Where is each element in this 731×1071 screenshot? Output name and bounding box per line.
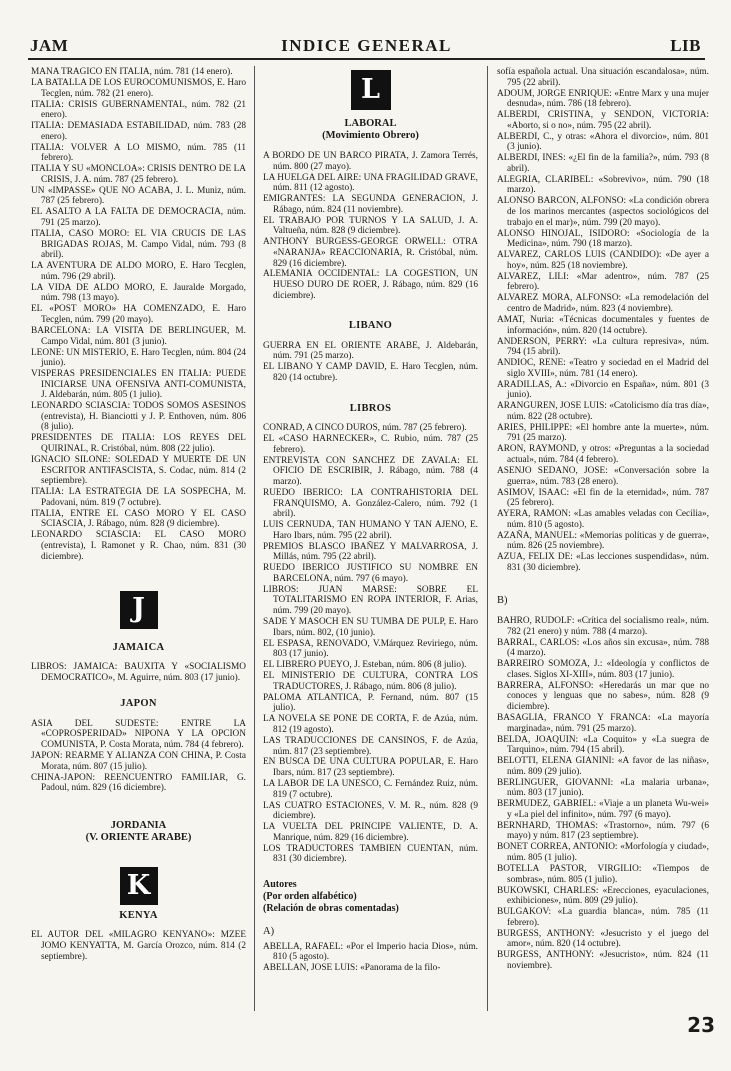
index-entry: ITALIA: CRISIS GUBERNAMENTAL, núm. 782 (21 enero). bbox=[31, 99, 246, 121]
letter-k-badge: K bbox=[120, 867, 158, 905]
index-entry: ITALIA: VOLVER A LO MISMO, núm. 785 (11 febrero). bbox=[31, 142, 246, 164]
index-entry: PALOMA ATLANTICA, P. Fernand, núm. 807 (15 julio). bbox=[263, 692, 478, 714]
index-entry: ALBERDI, CRISTINA, y SENDON, VICTORIA: «Aborto, si o no», núm. 795 (22 abril). bbox=[497, 110, 709, 131]
entry-list bbox=[31, 662, 246, 683]
index-entry: LEONE: UN MISTERIO, E. Haro Tecglen, núm. 804 (24 junio). bbox=[31, 347, 246, 369]
section-title-libano: LIBANO bbox=[348, 320, 393, 332]
letter-l-badge: L bbox=[351, 70, 391, 110]
index-entry: BELDA, JOAQUIN: «La Coquito» y «La suegra de Tarquino», núm. 794 (15 abril). bbox=[497, 734, 709, 756]
index-entry: LOS TRADUCTORES TAMBIEN CUENTAN, núm. 831 (30 diciembre). bbox=[263, 843, 478, 865]
index-entry: ANTHONY BURGESS-GEORGE ORWELL: OTRA «NARANJA» REACCIONARIA, R. Cristóbal, núm. 829 (16 diciembre). bbox=[263, 237, 478, 269]
index-entry: ALBERDI, INES: «¿El fin de la familia?», núm. 793 (8 abril). bbox=[497, 153, 709, 174]
entry-list bbox=[263, 151, 478, 301]
index-entry: EL LIBANO Y CAMP DAVID, E. Haro Tecglen, núm. 820 (14 octubre). bbox=[263, 362, 478, 384]
index-entry: LA HUELGA DEL AIRE: UNA FRAGILIDAD GRAVE, núm. 811 (12 agosto). bbox=[263, 172, 478, 194]
index-entry: RUEDO IBERICO: LA CONTRAHISTORIA DEL FRANQUISMO, A. González-Calero, núm. 792 (1 abril). bbox=[263, 487, 478, 520]
column-3 bbox=[497, 67, 709, 972]
index-entry: GUERRA EN EL ORIENTE ARABE, J. Aldebarán, núm. 791 (25 marzo). bbox=[263, 340, 478, 362]
index-entry: LIBROS: JAMAICA: BAUXITA Y «SOCIALISMO DEMOCRATICO», M. Aguirre, núm. 803 (17 junio). bbox=[31, 662, 246, 683]
section-title-japon: JAPON bbox=[120, 698, 157, 710]
entry-list bbox=[263, 942, 478, 974]
index-entry: ARIES, PHILIPPE: «El hombre ante la muerte», núm. 791 (25 marzo). bbox=[497, 422, 709, 444]
index-entry: ITALIA: LA ESTRATEGIA DE LA SOSPECHA, M. Padovani, núm. 819 (7 octubre). bbox=[31, 487, 246, 508]
index-entry: ADOUM, JORGE ENRIQUE: «Entre Marx y una mujer desnuda», núm. 786 (18 febrero). bbox=[497, 88, 709, 110]
index-entry: BONET CORREA, ANTONIO: «Morfología y ciudad», núm. 805 (1 julio). bbox=[497, 842, 709, 864]
index-entry: BERLINGUER, GIOVANNI: «La malaria urbana», núm. 803 (17 junio). bbox=[497, 777, 709, 799]
index-entry: ALVAREZ, CARLOS LUIS (CANDIDO): «De ayer a hoy», núm. 825 (18 noviembre). bbox=[497, 250, 709, 271]
index-entry: EL AUTOR DEL «MILAGRO KENYANO»: MZEE JOMO KENYATTA, M. García Orozco, núm. 814 (2 septiembre). bbox=[31, 930, 246, 962]
index-entry: LEONARDO SCIASCIA: EL CASO MORO (entrevista), I. Ramonet y R. Chao, núm. 831 (30 diciembre). bbox=[31, 530, 246, 562]
entry-list bbox=[31, 67, 246, 562]
index-entry: ARANGUREN, JOSE LUIS: «Catolicismo día tras día», núm. 822 (28 octubre). bbox=[497, 401, 709, 422]
index-entry: ALEGRIA, CLARIBEL: «Sobrevivo», núm. 790 (18 marzo). bbox=[497, 174, 709, 196]
index-entry: ALEMANIA OCCIDENTAL: LA COGESTION, UN HUESO DURO DE ROER, J. Rábago, núm. 829 (16 diciembre). bbox=[263, 269, 478, 301]
entry-list bbox=[31, 930, 246, 962]
index-entry: BERNHARD, THOMAS: «Trastorno», núm. 797 (6 mayo) y núm. 817 (23 septiembre). bbox=[497, 820, 709, 842]
section-title-jordania bbox=[31, 820, 246, 844]
index-entry: VISPERAS PRESIDENCIALES EN ITALIA: PUEDE INICIARSE UNA OFENSIVA ANTI-COMUNISTA, J. Aldebarán, núm. 805 (1 julio). bbox=[31, 369, 246, 401]
index-entry: EL ESPASA, RENOVADO, V.Márquez Reviriego, núm. 803 (17 junio). bbox=[263, 638, 478, 660]
index-entry: ENTREVISTA CON SANCHEZ DE ZAVALA: EL OFICIO DE ESCRIBIR, J. Rábago, núm. 788 (4 marzo). bbox=[263, 455, 478, 487]
index-entry: BURGESS, ANTHONY: «Jesucristo», núm. 824 (11 noviembre). bbox=[497, 950, 709, 971]
index-entry: LEONARDO SCIASCIA: TODOS SOMOS ASESINOS (entrevista), H. Bianciotti y J. P. Enthoven, núm. 806 (8 julio). bbox=[31, 401, 246, 433]
section-title-libros: LIBROS bbox=[349, 402, 392, 414]
index-entry: ANDIOC, RENE: «Teatro y sociedad en el Madrid del siglo XVIII», núm. 781 (14 enero). bbox=[497, 358, 709, 379]
index-entry: AYERA, RAMON: «Las amables veladas con Cecilia», núm. 810 (5 agosto). bbox=[497, 509, 709, 530]
subsection-a-label: A) bbox=[263, 925, 275, 937]
laboral-subtitle: (Movimiento Obrero) bbox=[322, 130, 419, 141]
index-entry: EL LIBRERO PUEYO, J. Esteban, núm. 806 (8 julio). bbox=[263, 660, 467, 671]
index-entry: ABELLA, RAFAEL: «Por el Imperio hacia Dios», núm. 810 (5 agosto). bbox=[263, 941, 478, 963]
index-entry: PRESIDENTES DE ITALIA: LOS REYES DEL QUIRINAL, R. Cristóbal, núm. 808 (22 julio). bbox=[31, 433, 246, 455]
index-entry: IGNACIO SILONE: SOLEDAD Y MUERTE DE UN ESCRITOR ANTIFASCISTA, S. Codac, núm. 814 (2 septiembre). bbox=[31, 455, 246, 487]
autores-heading bbox=[263, 879, 478, 915]
entry-list bbox=[263, 341, 478, 384]
index-entry: LA LABOR DE LA UNESCO, C. Fernández Ruiz, núm. 819 (7 octubre). bbox=[263, 779, 478, 800]
jordania-see-also: (V. ORIENTE ARABE) bbox=[85, 831, 192, 843]
index-entry: EN BUSCA DE UNA CULTURA POPULAR, E. Haro Ibars, núm. 817 (23 septiembre). bbox=[263, 757, 478, 779]
index-entry: LAS CUATRO ESTACIONES, V. M. R., núm. 828 (9 diciembre). bbox=[263, 800, 478, 822]
index-entry: AZUA, FELIX DE: «Las lecciones suspendidas», núm. 831 (30 diciembre). bbox=[497, 552, 709, 573]
index-entry: ARON, RAYMOND, y otros: «Preguntas a la sociedad actual», núm. 784 (4 febrero). bbox=[497, 444, 709, 466]
index-entry: AZAÑA, MANUEL: «Memorias políticas y de guerra», núm. 826 (25 noviembre). bbox=[497, 530, 709, 552]
autores-title: Autores bbox=[263, 878, 297, 890]
jordania-title: JORDANIA bbox=[110, 819, 167, 831]
index-entry: ITALIA Y SU «MONCLOA»: CRISIS DENTRO DE LA CRISIS, J. A. núm. 787 (25 febrero). bbox=[31, 164, 246, 185]
index-entry: SADE Y MASOCH EN SU TUMBA DE PULP, E. Haro Ibars, núm. 802, (10 junio). bbox=[263, 617, 478, 638]
entry-list bbox=[497, 616, 709, 971]
laboral-title: LABORAL bbox=[344, 118, 397, 129]
index-entry: ASIMOV, ISAAC: «El fin de la eternidad», núm. 787 (25 febrero). bbox=[497, 487, 709, 509]
index-entry: LA NOVELA SE PONE DE CORTA, F. de Azúa, núm. 812 (19 agosto). bbox=[263, 714, 478, 735]
index-entry: ITALIA, ENTRE EL CASO MORO Y EL CASO SCIASCIA, J. Rábago, núm. 828 (9 diciembre). bbox=[31, 508, 246, 530]
index-entry: LAS TRADUCCIONES DE CANSINOS, F. de Azúa, núm. 817 (23 septiembre). bbox=[263, 735, 478, 757]
index-entry: ITALIA, CASO MORO: EL VIA CRUCIS DE LAS BRIGADAS ROJAS, M. Campo Vidal, núm. 793 (8 abril). bbox=[31, 229, 246, 261]
index-entry: BERMUDEZ, GABRIEL: «Viaje a un planeta Wu-wei» y «La piel del infinito», núm. 797 (6 mayo). bbox=[497, 799, 709, 820]
index-entry: BURGESS, ANTHONY: «Jesucristo y el juego del amor», núm. 820 (14 octubre). bbox=[497, 928, 709, 950]
index-entry: AMAT, Nuria: «Técnicas documentales y fuentes de información», núm. 820 (14 octubre). bbox=[497, 314, 709, 336]
entry-list bbox=[263, 423, 478, 865]
index-entry: BOTELLA PASTOR, VIRGILIO: «Tiempos de sombras», núm. 805 (1 julio). bbox=[497, 864, 709, 885]
index-entry: BASAGLIA, FRANCO Y FRANCA: «La mayoría marginada», núm. 791 (25 marzo). bbox=[497, 713, 709, 734]
index-entry: BUKOWSKI, CHARLES: «Erecciones, eyaculaciones, exhibiciones», núm. 809 (29 julio). bbox=[497, 885, 709, 907]
index-entry: ABELLAN, JOSE LUIS: «Panorama de la filo- bbox=[263, 963, 441, 974]
index-entry: LIBROS: JUAN MARSE: SOBRE EL TOTALITARISMO EN ROPA INTERIOR, F. Arias, núm. 799 (20 mayo). bbox=[263, 584, 478, 617]
index-entry: MANA TRAGICO EN ITALIA, núm. 781 (14 enero). bbox=[31, 67, 233, 77]
index-entry: BARRERA, ALFONSO: «Heredarás un mar que no conoces y lenguas que no sabes», núm. 828 (9 diciembre). bbox=[497, 680, 709, 713]
index-entry: BARRAL, CARLOS: «Los años sin excusa», núm. 788 (4 marzo). bbox=[497, 637, 709, 659]
index-entry: ALBERDI, C., y otras: «Ahora el divorcio», núm. 801 (3 junio). bbox=[497, 131, 709, 153]
subsection-b-label: B) bbox=[497, 594, 508, 606]
column-1 bbox=[31, 67, 246, 963]
header-title: INDICE GENERAL bbox=[281, 36, 452, 55]
index-entry: ARADILLAS, A.: «Divorcio en España», núm. 801 (3 junio). bbox=[497, 379, 709, 401]
index-entry: BAHRO, RUDOLF: «Crítica del socialismo real», núm. 782 (21 enero) y núm. 788 (4 marzo). bbox=[497, 616, 709, 637]
index-entry: LA BATALLA DE LOS EUROCOMUNISMOS, E. Haro Tecglen, núm. 782 (21 enero). bbox=[31, 77, 246, 99]
index-entry: BARREIRO SOMOZA, J.: «Ideología y conflictos de clases. Siglos XI-XIII», núm. 803 (17 junio). bbox=[497, 659, 709, 680]
index-entry: EL MINISTERIO DE CULTURA, CONTRA LOS TRADUCTORES, J. Rábago, núm. 806 (8 julio). bbox=[263, 671, 478, 692]
index-entry: BULGAKOV: «La guardia blanca», núm. 785 (11 febrero). bbox=[497, 907, 709, 928]
column-divider bbox=[254, 66, 255, 1011]
index-entry: sofía española actual. Una situación escandalosa», núm. 795 (22 abril). bbox=[497, 67, 709, 88]
section-title-jamaica: JAMAICA bbox=[112, 641, 165, 653]
section-title-laboral bbox=[263, 118, 478, 142]
index-entry: LA VIDA DE ALDO MORO, E. Jauralde Morgado, núm. 798 (13 mayo). bbox=[31, 282, 246, 304]
page-number: 23 bbox=[687, 1013, 715, 1037]
page-header bbox=[28, 34, 705, 60]
index-entry: ALVAREZ MORA, ALFONSO: «La remodelación del centro de Madrid», núm. 823 (4 noviembre). bbox=[497, 293, 709, 314]
column-divider bbox=[487, 66, 488, 1011]
entry-list bbox=[497, 67, 709, 574]
index-entry: LUIS CERNUDA, TAN HUMANO Y TAN AJENO, E. Haro Ibars, núm. 795 (22 abril). bbox=[263, 520, 478, 541]
index-entry: ASENJO SEDANO, JOSE: «Conversación sobre la guerra», núm. 783 (28 enero). bbox=[497, 466, 709, 487]
index-entry: EL TRABAJO POR TURNOS Y LA SALUD, J. A. Valtueña, núm. 828 (9 diciembre). bbox=[263, 215, 478, 237]
index-entry: CONRAD, A CINCO DUROS, núm. 787 (25 febrero). bbox=[263, 423, 467, 434]
index-entry: RUEDO IBERICO JUSTIFICO SU NOMBRE EN BARCELONA, núm. 797 (6 mayo). bbox=[263, 563, 478, 584]
index-entry: PREMIOS BLASCO IBAÑEZ Y MALVARROSA, J. Millás, núm. 795 (22 abril). bbox=[263, 541, 478, 563]
index-entry: ALVAREZ, LILI: «Mar adentro», núm. 787 (25 febrero). bbox=[497, 271, 709, 293]
index-entry: ALONSO BARCON, ALFONSO: «La condición obrera de los marinos mercantes (aspectos sociológicos del trabajo en el mar)», núm. 799 (20 mayo). bbox=[497, 196, 709, 228]
letter-j-badge: J bbox=[120, 591, 158, 629]
index-entry: LA VUELTA DEL PRINCIPE VALIENTE, D. A. Manrique, núm. 829 (16 diciembre). bbox=[263, 822, 478, 843]
index-entry: BARCELONA: LA VISITA DE BERLINGUER, M. Campo Vidal, núm. 801 (3 junio). bbox=[31, 325, 246, 347]
header-right-guide: LIB bbox=[670, 36, 701, 55]
index-entry: JAPON: REARME Y ALIANZA CON CHINA, P. Costa Morata, núm. 807 (15 julio). bbox=[31, 751, 246, 772]
index-entry: UN «IMPASSE» QUE NO ACABA, J. L. Muniz, núm. 787 (25 febrero). bbox=[31, 185, 246, 207]
index-entry: EMIGRANTES: LA SEGUNDA GENERACION, J. Rábago, núm. 824 (11 noviembre). bbox=[263, 194, 478, 215]
index-entry: ASIA DEL SUDESTE: ENTRE LA «COPROSPERIDAD» NIPONA Y LA OPCION COMUNISTA, P. Costa Morata, núm. 784 (4 febrero). bbox=[31, 718, 246, 751]
autores-relation: (Relación de obras comentadas) bbox=[263, 902, 399, 914]
header-left-guide: JAM bbox=[30, 36, 69, 55]
index-entry: ITALIA: DEMASIADA ESTABILIDAD, núm. 783 (28 enero). bbox=[31, 121, 246, 142]
column-2 bbox=[263, 67, 478, 974]
index-entry: CHINA-JAPON: REENCUENTRO FAMILIAR, G. Padoul, núm. 829 (16 diciembre). bbox=[31, 772, 246, 794]
index-entry: EL «POST MORO» HA COMENZADO, E. Haro Tecglen, núm. 799 (20 mayo). bbox=[31, 304, 246, 325]
entry-list bbox=[31, 719, 246, 794]
index-entry: EL «CASO HARNECKER», C. Rubio, núm. 787 (25 febrero). bbox=[263, 434, 478, 455]
index-entry: BELOTTI, ELENA GIANINI: «A favor de las niñas», núm. 809 (29 julio). bbox=[497, 756, 709, 777]
autores-order: (Por orden alfabético) bbox=[263, 890, 357, 902]
index-entry: A BORDO DE UN BARCO PIRATA, J. Zamora Terrés, núm. 800 (27 mayo). bbox=[263, 151, 478, 172]
index-entry: EL ASALTO A LA FALTA DE DEMOCRACIA, núm. 791 (25 marzo). bbox=[31, 207, 246, 229]
index-entry: ALONSO HINOJAL, ISIDORO: «Sociología de la Medicina», núm. 790 (18 marzo). bbox=[497, 228, 709, 250]
index-entry: ANDERSON, PERRY: «La cultura represiva», núm. 794 (15 abril). bbox=[497, 336, 709, 358]
section-title-kenya: KENYA bbox=[119, 909, 158, 921]
index-entry: LA AVENTURA DE ALDO MORO, E. Haro Tecglen, núm. 796 (29 abril). bbox=[31, 261, 246, 282]
